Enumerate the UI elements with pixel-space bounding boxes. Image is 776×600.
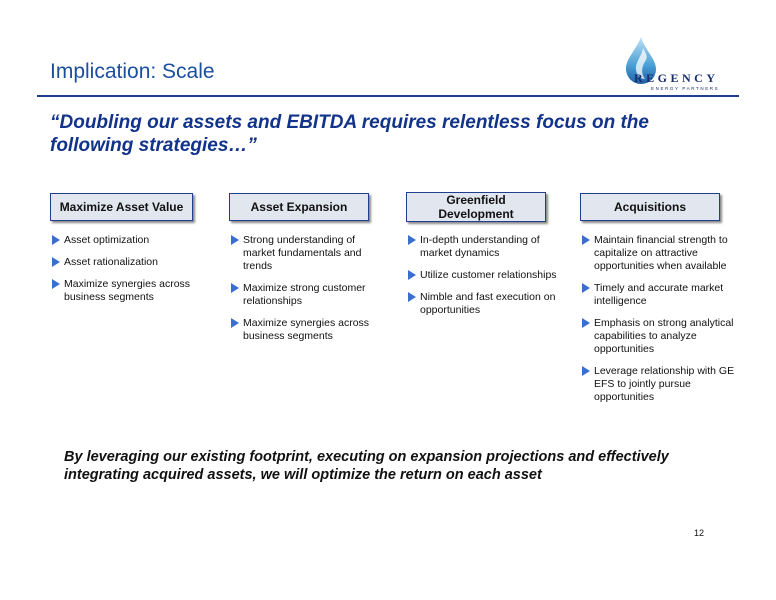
list-item: Timely and accurate market intelligence bbox=[580, 282, 745, 308]
column-heading: Maximize Asset Value bbox=[50, 193, 193, 221]
list-item: Maximize synergies across business segments bbox=[50, 278, 220, 304]
slide-title: Implication: Scale bbox=[50, 60, 215, 83]
list-item: Asset rationalization bbox=[50, 256, 220, 269]
bullet-arrow-icon bbox=[408, 270, 416, 280]
conclusion-statement: By leveraging our existing footprint, executing on expansion projections and effectively integrating acquired assets, we will optimize the return on each asset bbox=[64, 449, 669, 483]
logo-wordmark: REGENCY bbox=[634, 71, 719, 85]
bullet-list bbox=[580, 234, 745, 404]
bullet-arrow-icon bbox=[582, 318, 590, 328]
bullet-arrow-icon bbox=[408, 235, 416, 245]
bullet-arrow-icon bbox=[231, 283, 239, 293]
list-item: Maximize synergies across business segments bbox=[229, 317, 389, 343]
list-item: In-depth understanding of market dynamics bbox=[406, 234, 571, 260]
page-number: 12 bbox=[694, 528, 705, 538]
list-item: Nimble and fast execution on opportunities bbox=[406, 291, 571, 317]
column-asset-expansion bbox=[229, 193, 389, 352]
title-divider bbox=[37, 95, 739, 97]
bullet-list bbox=[406, 234, 571, 317]
list-item: Maintain financial strength to capitalize on attractive opportunities when available bbox=[580, 234, 745, 273]
bullet-list bbox=[229, 234, 389, 343]
list-item: Asset optimization bbox=[50, 234, 220, 247]
logo-subtitle: ENERGY PARTNERS bbox=[651, 86, 720, 91]
bullet-arrow-icon bbox=[52, 257, 60, 267]
column-heading: Acquisitions bbox=[580, 193, 720, 221]
bullet-arrow-icon bbox=[52, 235, 60, 245]
bullet-arrow-icon bbox=[582, 283, 590, 293]
list-item: Emphasis on strong analytical capabilities to analyze opportunities bbox=[580, 317, 745, 356]
bullet-list bbox=[50, 234, 220, 304]
column-heading: Asset Expansion bbox=[229, 193, 369, 221]
column-acquisitions bbox=[580, 193, 745, 413]
bullet-arrow-icon bbox=[52, 279, 60, 289]
list-item: Strong understanding of market fundamentals and trends bbox=[229, 234, 389, 273]
bullet-arrow-icon bbox=[582, 366, 590, 376]
column-greenfield-development bbox=[406, 193, 571, 326]
bullet-arrow-icon bbox=[231, 318, 239, 328]
strategy-quote: “Doubling our assets and EBITDA requires relentless focus on the following strategies…” bbox=[50, 112, 649, 156]
bullet-arrow-icon bbox=[231, 235, 239, 245]
list-item: Maximize strong customer relationships bbox=[229, 282, 389, 308]
bullet-arrow-icon bbox=[408, 292, 416, 302]
bullet-arrow-icon bbox=[582, 235, 590, 245]
column-maximize-asset-value bbox=[50, 193, 220, 313]
list-item: Utilize customer relationships bbox=[406, 269, 571, 282]
column-heading: Greenfield Development bbox=[406, 192, 546, 222]
list-item: Leverage relationship with GE EFS to jointly pursue opportunities bbox=[580, 365, 745, 404]
